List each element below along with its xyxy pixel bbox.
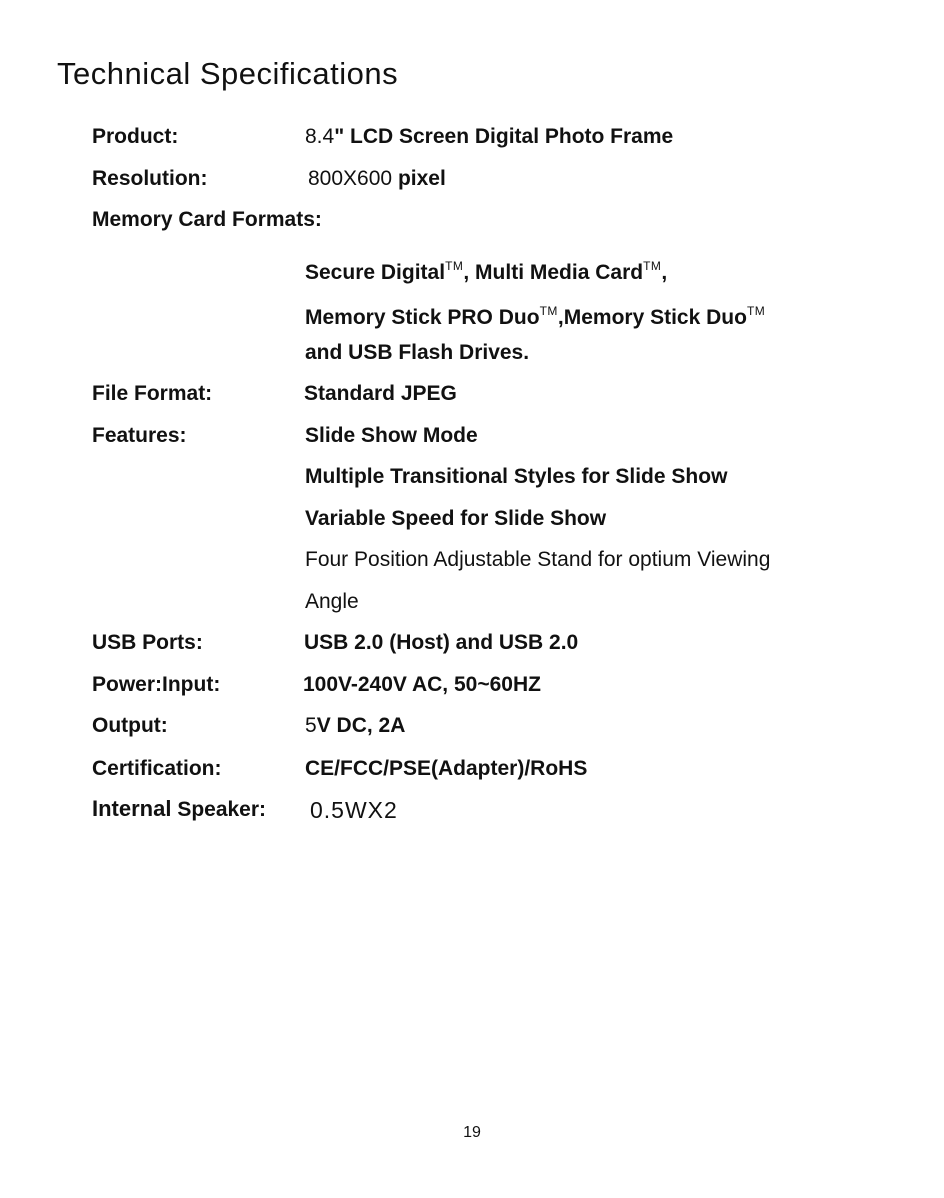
- product-label: Product:: [92, 125, 179, 148]
- power-input-label: Power:Input:: [92, 673, 221, 696]
- speaker-label-part-1: Internal: [92, 796, 172, 821]
- usb-ports-label: USB Ports:: [92, 631, 203, 654]
- page-number: 19: [463, 1124, 481, 1141]
- features-label: Features:: [92, 424, 187, 447]
- usb-ports-value: USB 2.0 (Host) and USB 2.0: [304, 631, 579, 654]
- speaker-value: 0.5WX2: [310, 797, 398, 823]
- memory-line-3: and USB Flash Drives.: [305, 341, 530, 364]
- memory-stick-duo-text: ,Memory Stick Duo: [557, 306, 747, 329]
- trademark-mark: TM: [445, 259, 464, 273]
- output-label: Output:: [92, 714, 168, 737]
- file-format-label: File Format:: [92, 382, 213, 405]
- resolution-label: Resolution:: [92, 167, 208, 190]
- product-size: 8.4: [305, 125, 335, 148]
- trademark-mark: TM: [746, 304, 766, 318]
- file-format-value: Standard JPEG: [304, 382, 457, 405]
- output-voltage-digit: 5: [305, 714, 317, 737]
- memory-line-2: [305, 298, 765, 331]
- trademark-mark: TM: [539, 304, 558, 318]
- memory-line-1: [305, 253, 667, 286]
- feature-item: Variable Speed for Slide Show: [305, 507, 607, 530]
- speaker-label-part-2: Speaker:: [177, 798, 267, 821]
- certification-value: CE/FCC/PSE(Adapter)/RoHS: [305, 757, 588, 780]
- page-title: Technical Specifications: [57, 56, 399, 91]
- feature-item: Slide Show Mode: [305, 424, 478, 447]
- certification-label: Certification:: [92, 757, 222, 780]
- resolution-value: [308, 166, 446, 192]
- feature-item: Multiple Transitional Styles for Slide Show: [305, 465, 728, 488]
- secure-digital-text: Secure Digital: [305, 261, 446, 284]
- product-desc: " LCD Screen Digital Photo Frame: [334, 125, 674, 148]
- memory-stick-pro-text: Memory Stick PRO Duo: [305, 306, 540, 329]
- power-input-value: 100V-240V AC, 50~60HZ: [303, 673, 541, 696]
- resolution-unit: pixel: [397, 167, 446, 190]
- memory-label: Memory Card Formats:: [92, 208, 322, 231]
- trademark-mark: TM: [643, 259, 662, 273]
- product-value: [305, 124, 673, 150]
- feature-item: Angle: [305, 590, 359, 613]
- feature-item: Four Position Adjustable Stand for optium Viewing: [305, 548, 771, 571]
- output-rest: V DC, 2A: [316, 714, 406, 737]
- output-value: [305, 713, 405, 739]
- speaker-label: [92, 796, 266, 823]
- memory-line-1-end: ,: [661, 261, 668, 284]
- multi-media-card-text: , Multi Media Card: [463, 261, 644, 284]
- resolution-number: 800X600: [308, 167, 393, 190]
